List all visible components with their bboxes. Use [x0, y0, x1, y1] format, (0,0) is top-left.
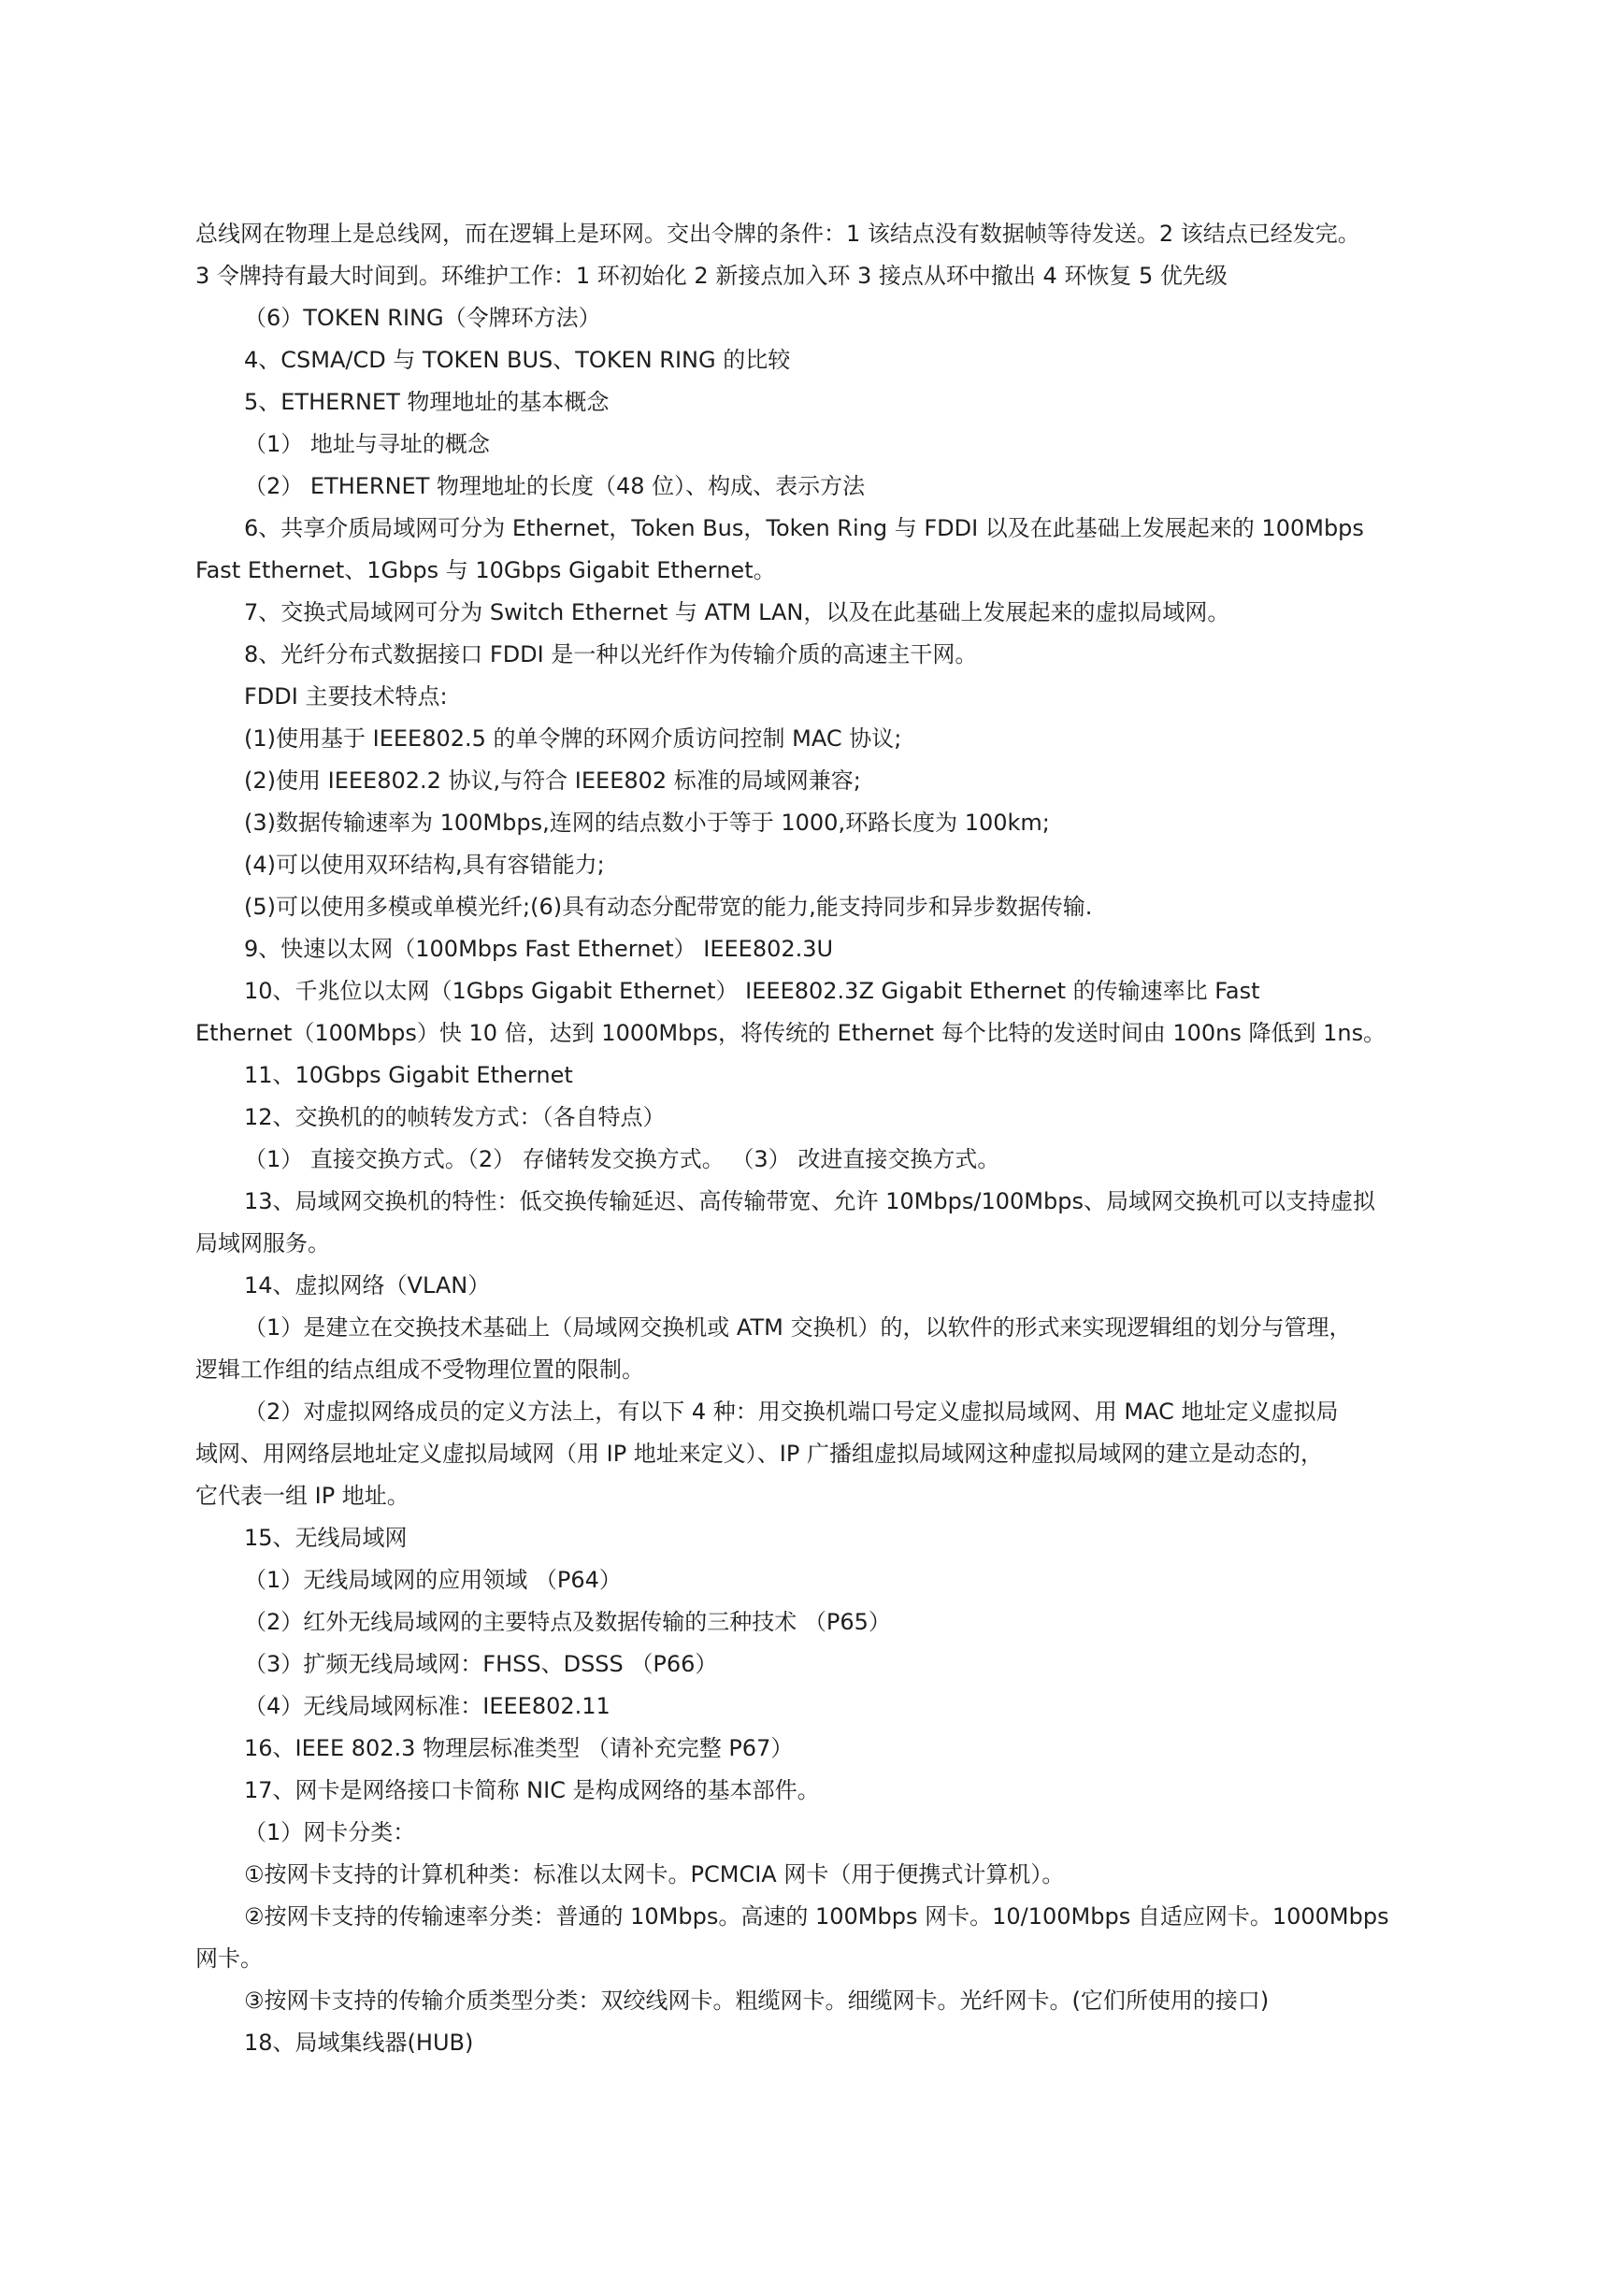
text-line: (2)使用 IEEE802.2 协议,与符合 IEEE802 标准的局域网兼容; — [244, 768, 861, 794]
text-line: 16、IEEE 802.3 物理层标准类型 （请补充完整 P67） — [244, 1735, 794, 1761]
text-line: 3 令牌持有最大时间到。环维护工作：1 环初始化 2 新接点加入环 3 接点从环中撤出 4 环恢复 5 优先级 — [195, 263, 1228, 289]
text-line: 12、交换机的的帧转发方式：（各自特点） — [244, 1104, 666, 1130]
text-line: 6、共享介质局域网可分为 Ethernet，Token Bus，Token Ring 与 FDDI 以及在此基础上发展起来的 100Mbps — [244, 515, 1364, 541]
text-line: 局域网服务。 — [195, 1230, 330, 1256]
text-line: （2） ETHERNET 物理地址的长度（48 位）、构成、表示方法 — [244, 473, 866, 499]
text-line: （6）TOKEN RING（令牌环方法） — [244, 305, 601, 331]
text-line: （1）网卡分类： — [244, 1819, 416, 1845]
text-line: 它代表一组 IP 地址。 — [195, 1483, 409, 1509]
text-line: (5)可以使用多模或单模光纤;(6)具有动态分配带宽的能力,能支持同步和异步数据传输. — [244, 894, 1093, 920]
text-line: （1）无线局域网的应用领域 （P64） — [244, 1567, 622, 1593]
text-line: Ethernet（100Mbps）快 10 倍，达到 1000Mbps，将传统的 Ethernet 每个比特的发送时间由 100ns 降低到 1ns。 — [195, 1020, 1386, 1046]
text-line: (1)使用基于 IEEE802.5 的单令牌的环网介质访问控制 MAC 协议; — [244, 725, 902, 752]
text-line: (3)数据传输速率为 100Mbps,连网的结点数小于等于 1000,环路长度为 100km; — [244, 810, 1050, 836]
document-body — [195, 213, 1439, 2064]
text-line: （1） 直接交换方式。（2） 存储转发交换方式。 （3） 改进直接交换方式。 — [244, 1146, 1000, 1172]
text-line: FDDI 主要技术特点: — [244, 683, 448, 710]
text-line: 17、网卡是网络接口卡简称 NIC 是构成网络的基本部件。 — [244, 1777, 820, 1803]
text-line: 网卡。 — [195, 1945, 263, 1972]
text-line: （3）扩频无线局域网：FHSS、DSSS （P66） — [244, 1651, 718, 1677]
text-line: ③按网卡支持的传输介质类型分类：双绞线网卡。粗缆网卡。细缆网卡。光纤网卡。(它们所使用的接口) — [244, 1987, 1270, 2014]
text-line: Fast Ethernet、1Gbps 与 10Gbps Gigabit Ethernet。 — [195, 557, 776, 583]
text-line: 11、10Gbps Gigabit Ethernet — [244, 1062, 573, 1088]
text-line: 14、虚拟网络（VLAN） — [244, 1272, 491, 1299]
text-line: 4、CSMA/CD 与 TOKEN BUS、TOKEN RING 的比较 — [244, 347, 791, 373]
text-line: 13、局域网交换机的特性：低交换传输延迟、高传输带宽、允许 10Mbps/100Mbps、局域网交换机可以支持虚拟 — [244, 1188, 1375, 1214]
text-line: （1） 地址与寻址的概念 — [244, 431, 490, 457]
text-line: 5、ETHERNET 物理地址的基本概念 — [244, 389, 610, 415]
text-line: 10、千兆位以太网（1Gbps Gigabit Ethernet） IEEE802.3Z Gigabit Ethernet 的传输速率比 Fast — [244, 978, 1260, 1004]
text-line: 逻辑工作组的结点组成不受物理位置的限制。 — [195, 1356, 644, 1383]
text-line: 9、快速以太网（100Mbps Fast Ethernet） IEEE802.3U — [244, 936, 834, 962]
text-line: 8、光纤分布式数据接口 FDDI 是一种以光纤作为传输介质的高速主干网。 — [244, 641, 978, 667]
text-line: （4）无线局域网标准：IEEE802.11 — [244, 1693, 610, 1719]
text-line: （2）对虚拟网络成员的定义方法上，有以下 4 种：用交换机端口号定义虚拟局域网、用 MAC 地址定义虚拟局 — [244, 1399, 1339, 1425]
text-line: 域网、用网络层地址定义虚拟局域网（用 IP 地址来定义）、IP 广播组虚拟局域网这种虚拟局域网的建立是动态的， — [195, 1441, 1323, 1467]
text-line: 7、交换式局域网可分为 Switch Ethernet 与 ATM LAN，以及在此基础上发展起来的虚拟局域网。 — [244, 599, 1230, 625]
text-line: （1）是建立在交换技术基础上（局域网交换机或 ATM 交换机）的，以软件的形式来实现逻辑组的划分与管理， — [244, 1314, 1352, 1341]
text-line: ②按网卡支持的传输速率分类：普通的 10Mbps。高速的 100Mbps 网卡。10/100Mbps 自适应网卡。1000Mbps — [244, 1903, 1389, 1930]
text-line: ①按网卡支持的计算机种类：标准以太网卡。PCMCIA 网卡（用于便携式计算机）。 — [244, 1861, 1065, 1887]
text-line: （2）红外无线局域网的主要特点及数据传输的三种技术 （P65） — [244, 1609, 891, 1635]
text-line: 15、无线局域网 — [244, 1525, 408, 1551]
text-line: 18、局域集线器(HUB) — [244, 2030, 474, 2056]
text-line: (4)可以使用双环结构,具有容错能力; — [244, 852, 605, 878]
text-line: 总线网在物理上是总线网，而在逻辑上是环网。交出令牌的条件：1 该结点没有数据帧等待发送。2 该结点已经发完。 — [195, 221, 1360, 247]
